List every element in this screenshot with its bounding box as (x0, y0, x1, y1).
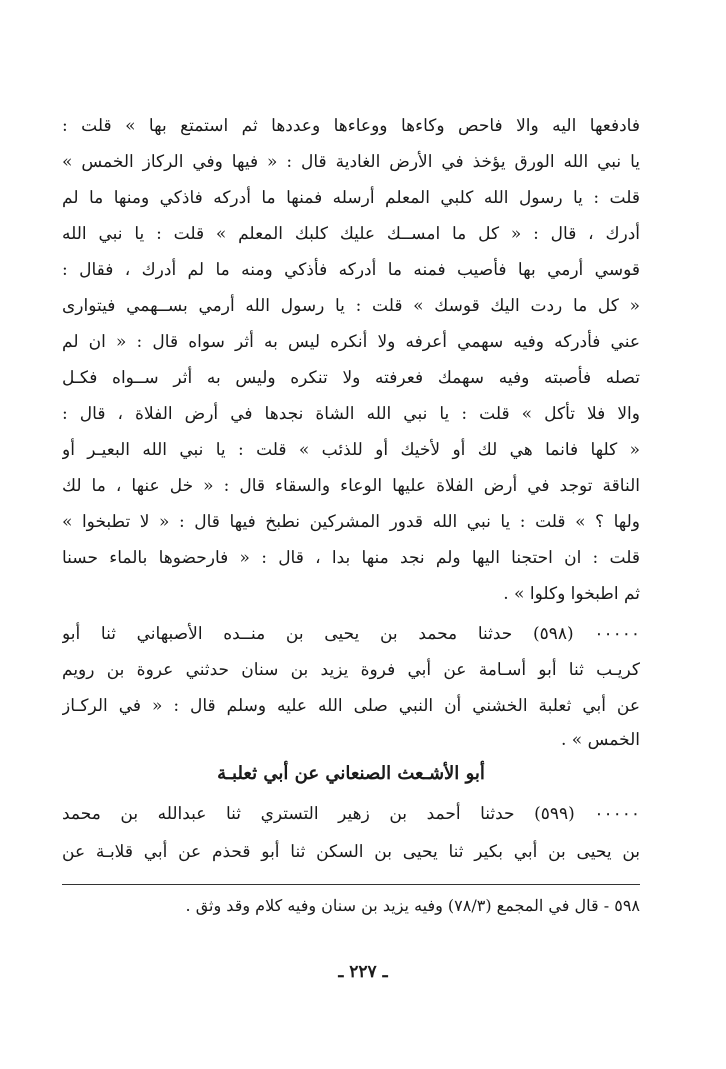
section-heading: أبو الأشـعث الصنعاني عن أبي ثعلبـة (217, 763, 485, 784)
text-line: تصله فأصبته وفيه سهمك فعرفته ولا تنكره وليس به أثر ســواه فكـل (62, 368, 640, 388)
hadith-598-line: عن أبي ثعلبة الخشني أن النبي صلى الله عليه وسلم قال : « في الركـاز (62, 696, 640, 716)
text-line: أدرك ، قال : « كل ما امســك عليك كلبك المعلم » قلت : يا نبي الله (62, 224, 640, 244)
hadith-599-line: ٠٠٠٠٠ (٥٩٩) حدثنا أحمد بن زهير التستري ثنا عبدالله بن محمد (62, 804, 640, 824)
text-line: « كل ما ردت اليك قوسك » قلت : يا رسول الله أرمي بســهمي فيتوارى (62, 296, 640, 316)
text-line: ولها ؟ » قلت : يا نبي الله قدور المشركين نطبخ فيها قال : « لا تطبخوا » (62, 512, 640, 532)
text-line: عني فأدركه وفيه سهمي أعرفه ولا أنكره ليس به أثر سواه قال : « ان لم (62, 332, 640, 352)
text-line: والا فلا تأكل » قلت : يا نبي الله الشاة نجدها في أرض الفلاة ، قال : (62, 404, 640, 424)
text-line: قوسي أرمي بها فأصيب فمنه ما أدركه فأذكي ومنه ما لم أدرك ، فقال : (62, 260, 640, 280)
hadith-599-line: بن يحيى بن أبي بكير ثنا يحيى بن السكن ثنا أبو قحذم عن أبي قلابـة عن (62, 842, 640, 862)
hadith-598-line: ٠٠٠٠٠ (٥٩٨) حدثنا محمد بن يحيى بن منــده الأصبهاني ثنا أبو (62, 624, 640, 644)
footnote-divider (62, 884, 640, 885)
footnote: ٥٩٨ - قال في المجمع (٧٨/٣) وفيه يزيد بن سنان وفيه كلام وقد وثق . (185, 896, 640, 915)
hadith-598-line: الخمس » . (561, 730, 640, 750)
text-line: ثم اطبخوا وكلوا » . (503, 584, 640, 604)
text-line: فادفعها اليه والا فاحص وكاءها ووعاءها وعددها ثم استمتع بها » قلت : (62, 116, 640, 136)
text-line: الناقة توجد في أرض الفلاة عليها الوعاء والسقاء قال : « خل عنها ، ما لك (62, 476, 640, 496)
text-line: قلت : ان احتجنا اليها ولم نجد منها بدا ، قال : « فارحضوها بالماء حسنا (62, 548, 640, 568)
text-line: قلت : يا رسول الله كلبي المعلم أرسله فمنها ما أدركه فاذكي ومنها ما لم (62, 188, 640, 208)
text-line: « كلها فانما هي لك أو لأخيك أو للذئب » قلت : يا نبي الله البعيـر أو (62, 440, 640, 460)
text-line: يا نبي الله الورق يؤخذ في الأرض الغادية قال : « فيها وفي الركاز الخمس » (62, 152, 640, 172)
page-number: ـ ٢٢٧ ـ (338, 962, 388, 982)
hadith-598-line: كريـب ثنا أبو أسـامة عن أبي فروة يزيد بن سنان حدثني عروة بن رويم (62, 660, 640, 680)
